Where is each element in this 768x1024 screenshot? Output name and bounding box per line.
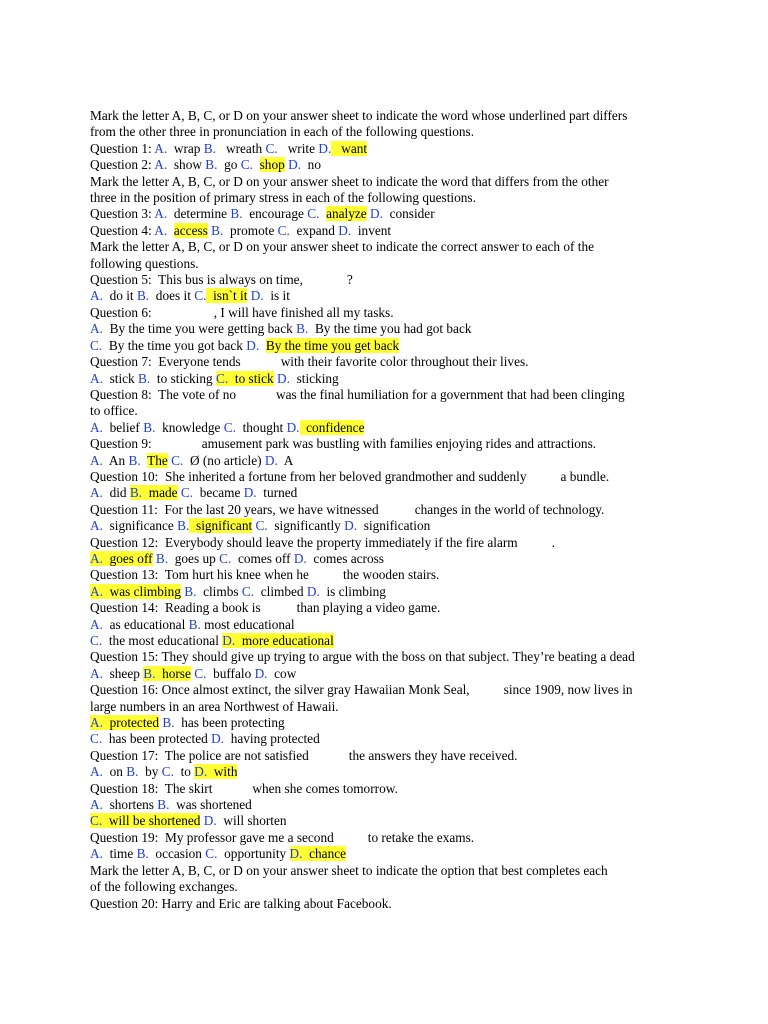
option-letter-a: A. [90,370,103,386]
question-11-stem [90,502,680,518]
option-letter-b: B. [157,797,170,813]
question-text: The skirt [164,780,213,796]
question-5-stem [90,272,680,288]
option-letter-d: D. [264,452,278,468]
question-text: ? [346,272,353,288]
option-b: was shortened [176,797,252,813]
question-20-stem [90,896,680,912]
option-d: is climbing [326,583,386,599]
option-letter-b: B. [138,370,151,386]
question-label: Question 6: [90,304,152,320]
option-d: sticking [296,370,339,386]
option-a-answer: access [173,222,208,238]
question-7-options [90,371,680,387]
question-text: Harry and Eric are talking about Facebook. [161,895,392,911]
question-text: Tom hurt his knee when he [164,567,309,583]
worksheet [90,108,680,912]
question-text: Reading a book is [165,600,261,616]
question-12-stem [90,535,680,551]
question-text: For the last 20 years, we have witnessed [164,501,379,517]
option-c: became [199,485,241,501]
question-15-stem [90,649,680,665]
option-letter-c: C. [240,157,253,173]
option-a: wrap [173,140,201,156]
option-letter-c: C. [241,583,255,599]
question-12-options [90,551,680,567]
option-a-answer: goes off [109,550,153,566]
option-c: to [180,764,191,780]
option-a: determine [173,206,228,222]
option-c: thought [242,419,284,435]
option-b-answer: made [148,485,178,501]
question-text: when she comes tomorrow. [252,780,398,796]
question-label: Question 3: [90,206,152,222]
option-c: opportunity [224,846,287,862]
option-letter-c: C. [171,452,184,468]
option-letter-c: C. [90,633,103,648]
option-letter-c: C. [205,846,218,862]
option-letter-a: A. [90,452,103,468]
option-b: promote [230,222,275,238]
option-letter-c: C. [223,419,236,435]
option-letter-d: D. [318,140,332,156]
option-letter-a: A. [90,616,103,632]
option-d-answer: By the time you get back [265,337,400,353]
question-label: Question 10: [90,468,159,484]
option-a: on [109,764,123,780]
question-text: The vote of no [158,386,237,402]
option-c: expand [296,222,335,238]
option-b: go [224,157,238,173]
option-letter-d: D. [338,222,352,238]
option-letter-a: A. [90,550,103,566]
option-c-answer: shop [259,157,285,173]
option-b: has been protecting [181,715,285,731]
question-18-stem [90,781,680,797]
question-16-options-cd [90,731,680,747]
question-13-options [90,584,680,600]
question-text: They should give up trying to argue with the boss on that subject. They’re beating a dead [161,649,635,665]
option-c: climbed [260,583,304,599]
option-d: consider [389,206,435,222]
option-letter-b: B. [129,485,143,501]
instruction-line: three in the position of primary stress in each of the following questions. [90,190,476,206]
option-letter-b: B. [128,452,141,468]
option-b: encourage [249,206,304,222]
option-a: did [109,485,127,501]
question-text: She inherited a fortune from her beloved grandmother and suddenly [165,468,527,484]
option-a: show [173,157,202,173]
question-text: Everybody should leave the property immediately if the fire alarm [165,534,518,550]
option-d: comes across [313,550,384,566]
question-label: Question 12: [90,534,159,550]
option-c: write [287,140,316,156]
instruction-line: following questions. [90,255,199,271]
question-text: was the final humiliation for a government that had been clinging [276,386,625,402]
question-label: Question 17: [90,747,159,763]
option-a: An [108,452,126,468]
question-label: Question 15: [90,649,159,665]
option-c-answer: isn`t it [213,288,248,304]
option-c: significantly [274,518,341,534]
option-letter-d: D. [289,846,303,862]
option-c: By the time you got back [108,337,243,353]
option-b-answer: horse [162,665,191,681]
question-13-stem [90,567,680,583]
question-label: Question 1: [90,140,152,156]
option-a: belief [109,419,140,435]
question-14-stem [90,600,680,616]
option-d-answer: chance [309,846,347,862]
option-a: as educational [109,616,186,632]
question-18-options-ab [90,797,680,813]
option-letter-d: D. [250,288,264,304]
option-letter-a: A. [90,419,103,435]
option-letter-a: A. [90,583,103,599]
option-b: by [145,764,159,780]
option-letter-b: B. [230,206,243,222]
option-a: stick [109,370,135,386]
option-letter-c: C. [194,288,207,304]
option-c: the most educational [108,633,219,648]
instruction-line: Mark the letter A, B, C, or D on your answer sheet to indicate the word whose underlined part differs [90,108,628,123]
option-a: significance [109,518,174,534]
option-letter-b: B. [143,665,156,681]
question-14-options-ab [90,617,680,633]
option-letter-d: D. [288,157,302,173]
question-text: with their favorite color throughout their lives. [280,354,529,370]
question-1 [90,141,680,157]
option-letter-c: C. [90,813,103,829]
option-b-answer: The [147,452,168,468]
option-letter-b: B. [205,157,218,173]
option-b: knowledge [162,419,221,435]
question-text: Everyone tends [158,354,241,370]
option-a: sheep [109,665,140,681]
option-b: to sticking [156,370,213,386]
option-letter-d: D. [254,665,268,681]
option-letter-a: A. [90,321,103,337]
option-letter-d: D. [344,518,358,534]
question-19-stem [90,830,680,846]
option-b: By the time you had got back [314,321,472,337]
option-letter-d: D. [306,583,320,599]
question-8-stem-cont: to office. [90,403,138,419]
option-letter-c: C. [219,550,232,566]
question-text: amusement park was bustling with families enjoying rides and attractions. [201,436,597,452]
option-letter-a: A. [90,797,103,813]
option-letter-b: B. [136,288,150,304]
option-a: By the time you were getting back [109,321,293,337]
option-b: climbs [203,583,239,599]
option-letter-b: B. [126,764,139,780]
option-b: goes up [174,550,216,566]
question-text: a bundle. [560,468,610,484]
option-d: A [283,452,294,468]
question-6-stem [90,305,680,321]
option-letter-c: C. [277,222,290,238]
option-c: buffalo [213,665,252,681]
question-label: Question 8: [90,386,152,402]
option-letter-c: C. [307,206,320,222]
option-letter-d: D. [211,731,225,747]
option-letter-a: A. [90,764,103,780]
question-text: The police are not satisfied [164,747,309,763]
option-d: will shorten [223,813,287,829]
question-text: changes in the world of technology. [414,501,605,517]
option-d: turned [263,485,298,501]
option-letter-d: D. [293,550,307,566]
question-label: Question 18: [90,780,159,796]
option-letter-d: D. [222,633,236,648]
question-label: Question 11: [90,501,158,517]
question-5-options [90,288,680,304]
question-text: , I will have finished all my tasks. [213,304,394,320]
option-letter-c: C. [255,518,268,534]
question-17-options [90,764,680,780]
option-letter-b: B. [296,321,309,337]
question-10-options [90,485,680,501]
option-letter-b: B. [203,140,216,156]
option-letter-a: A. [154,140,168,156]
option-letter-c: C. [265,140,278,156]
option-a-answer: was climbing [109,583,181,599]
option-d: signification [363,518,431,534]
option-d: cow [274,665,297,681]
option-letter-d: D. [243,485,257,501]
question-text: Once almost extinct, the silver gray Hawaiian Monk Seal, [161,682,470,698]
option-d: no [307,157,321,173]
instruction-line: from the other three in pronunciation in each of the following questions. [90,124,475,140]
option-letter-d: D. [194,764,208,780]
option-b-answer: significant [196,518,253,534]
option-b: wreath [225,140,263,156]
question-4 [90,223,680,239]
option-c: Ø (no article) [189,452,262,468]
option-letter-a: A. [90,665,103,681]
option-c: has been protected [108,731,208,747]
option-a: time [109,846,134,862]
option-d-answer: more educational [241,633,334,648]
question-text: to retake the exams. [367,829,475,845]
question-16-stem [90,682,680,698]
question-label: Question 14: [90,600,159,616]
question-label: Question 5: [90,272,152,288]
question-19-options [90,846,680,862]
instruction-line: Mark the letter A, B, C, or D on your answer sheet to indicate the correct answer to each of the [90,239,595,255]
question-label: Question 7: [90,354,152,370]
question-text: My professor gave me a second [165,829,334,845]
instruction-line: of the following exchanges. [90,879,238,895]
question-11-options [90,518,680,534]
question-text: the answers they have received. [348,747,518,763]
question-9-stem [90,436,680,452]
option-letter-b: B. [143,419,156,435]
option-letter-a: A. [154,157,168,173]
question-text: . [551,534,555,550]
question-3 [90,206,680,222]
option-letter-d: D. [286,419,300,435]
option-letter-d: D. [370,206,383,222]
option-letter-a: A. [90,518,103,534]
option-letter-c: C. [90,337,103,353]
question-18-options-cd [90,813,680,829]
option-d: is it [270,288,290,304]
option-letter-c: C. [180,485,194,501]
option-c: comes off [237,550,291,566]
question-label: Question 2: [90,157,152,173]
question-8-options [90,420,680,436]
option-letter-b: B. [136,846,149,862]
option-letter-a: A. [90,715,103,731]
option-letter-c: C. [161,764,174,780]
question-label: Question 20: [90,895,159,911]
question-15-options [90,666,680,682]
question-label: Question 16: [90,682,159,698]
option-a: do it [109,288,134,304]
option-letter-d: D. [203,813,217,829]
option-c-answer: analyze [326,206,367,222]
option-d-answer: with [213,764,238,780]
option-letter-b: B. [184,583,197,599]
option-a: shortens [109,797,154,813]
option-letter-c: C. [90,731,103,747]
question-16-options-ab [90,715,680,731]
question-16-stem-cont: large numbers in an area Northwest of Hawaii. [90,698,339,714]
option-d: invent [357,222,392,238]
question-14-options-cd [90,633,680,649]
question-text: This bus is always on time, [158,272,303,288]
question-2 [90,157,680,173]
option-letter-c: C. [216,370,229,386]
option-letter-c: C. [194,665,207,681]
option-letter-b: B. [188,616,201,632]
question-6-options-ab [90,321,680,337]
question-label: Question 19: [90,829,159,845]
option-letter-a: A. [154,222,168,238]
option-letter-d: D. [276,370,290,386]
option-d-answer: confidence [306,419,365,435]
option-letter-d: D. [246,337,260,353]
option-c-answer: will be shortened [108,813,201,829]
option-letter-b: B. [177,518,190,534]
option-a-answer: protected [109,715,160,731]
option-letter-b: B. [162,715,175,731]
question-label: Question 4: [90,222,152,238]
question-label: Question 13: [90,567,159,583]
question-label: Question 9: [90,436,152,452]
instruction-line: Mark the letter A, B, C, or D on your answer sheet to indicate the word that differs from the other [90,173,609,189]
question-text: since 1909, now lives in [503,682,633,698]
option-d-answer: want [341,140,368,156]
question-17-stem [90,748,680,764]
option-b: occasion [155,846,202,862]
option-letter-a: A. [90,846,103,862]
option-letter-a: A. [90,288,103,304]
option-b: most educational [204,616,295,632]
instruction-line: Mark the letter A, B, C, or D on your answer sheet to indicate the option that best completes each [90,862,608,878]
option-letter-b: B. [155,550,169,566]
question-10-stem [90,469,680,485]
question-8-stem [90,387,680,403]
option-d: having protected [230,731,320,747]
option-b: does it [155,288,191,304]
option-letter-a: A. [154,206,168,222]
question-text: than playing a video game. [296,600,441,616]
question-7-stem [90,354,680,370]
option-letter-b: B. [211,222,224,238]
question-6-options-cd [90,338,680,354]
option-c-answer: to stick [234,370,274,386]
question-text: the wooden stairs. [342,567,440,583]
option-letter-a: A. [90,485,103,501]
question-9-options [90,453,680,469]
